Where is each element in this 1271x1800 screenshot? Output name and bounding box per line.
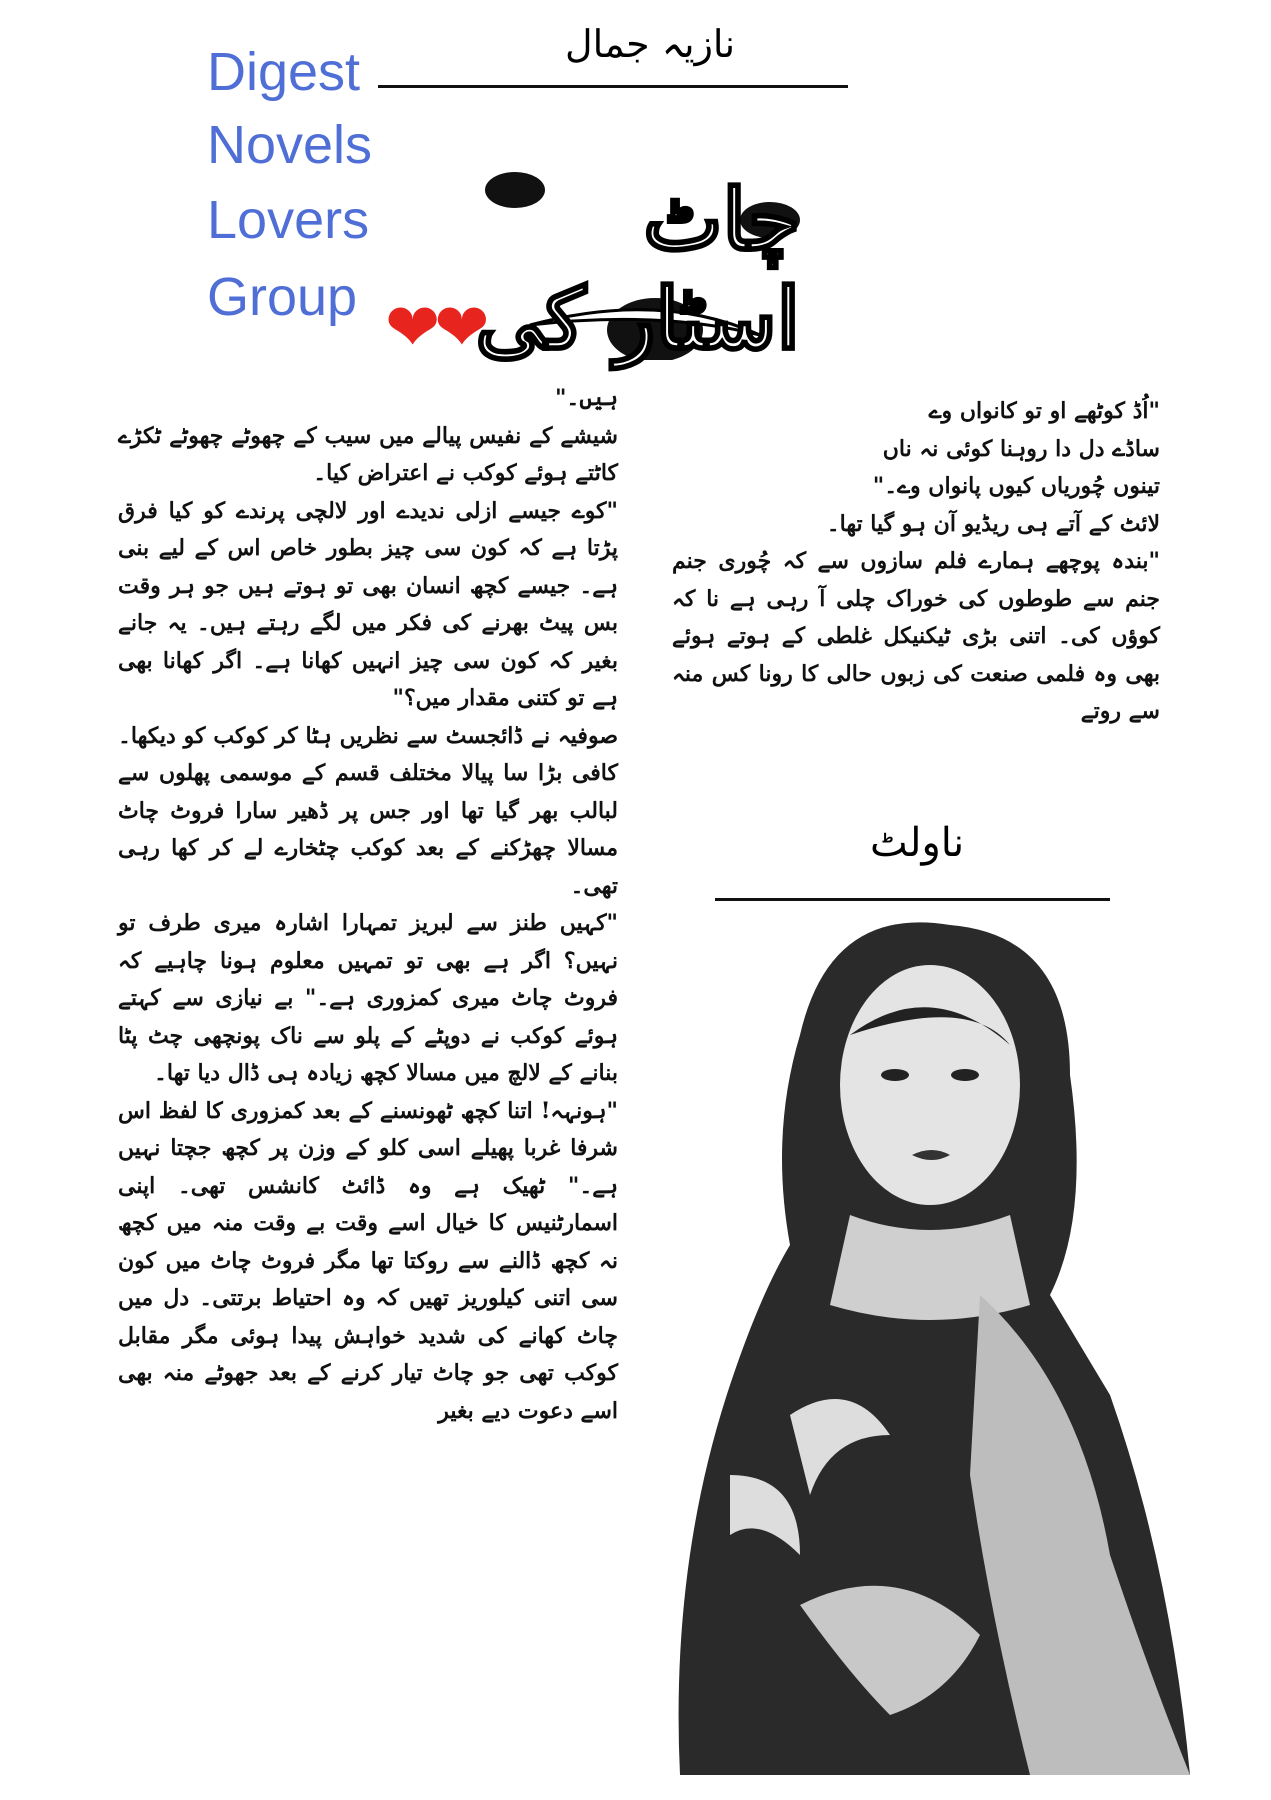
paragraph: "ہونہہ! اتنا کچھ ٹھونسنے کے بعد کمزوری کا لفظ اس شرفا غربا پھیلے اسی کلو کے وزن پر کچھ جچتا نہیں ہے۔" ٹھیک ہے وہ ڈائٹ کانشس تھی۔ اپنی اسمارٹنیس کا خیال اسے وقت بے وقت منہ میں کچھ نہ کچھ ڈالنے سے روکتا تھا مگر فروٹ چاٹ میں کون سی اتنی کیلوریز تھیں کہ وہ احتیاط برتتی۔ دل میں چاٹ کھانے کی شدید خواہش پیدا ہوئی مگر مقابل کوکب تھی جو چاٹ تیار کرنے کے بعد جھوٹے منہ بھی اسے دعوت دیے بغیر <box>118 1097 618 1424</box>
heart-icons: ❤❤ <box>385 289 484 366</box>
poem-line: "اُڈ کوٹھے او تو کانواں وے <box>928 398 1160 424</box>
poem-line: ساڈے دل دا روہنا کوئی نہ ناں <box>882 435 1160 462</box>
watermark-digest: Digest <box>207 42 361 102</box>
portrait-illustration <box>650 915 1200 1785</box>
watermark-novels: Novels <box>207 115 373 175</box>
story-title: چاٹ اسٹار کی <box>470 120 820 360</box>
header-rule <box>378 85 848 88</box>
author-name: نازیہ جمال <box>565 22 736 66</box>
watermark-lovers: Lovers <box>207 190 370 250</box>
paragraph: لائٹ کے آتے ہی ریڈیو آن ہو گیا تھا۔ <box>826 510 1160 537</box>
left-column <box>118 380 618 1430</box>
paragraph: شیشے کے نفیس پیالے میں سیب کے چھوٹے چھوٹے ٹکڑے کاٹتے ہوئے کوکب نے اعتراض کیا۔ <box>118 422 618 486</box>
paragraph: "بندہ پوچھے ہمارے فلم سازوں سے کہ چُوری جنم جنم سے طوطوں کی خوراک چلی آ رہی ہے نا کہ کوؤں کی۔ اتنی بڑی ٹیکنیکل غلطی کے ہوتے ہوئے بھی وہ فلمی صنعت کی زبوں حالی کا رونا کس منہ سے روتے <box>672 548 1160 724</box>
right-column <box>672 393 1160 731</box>
paragraph: "کوے جیسے ازلی ندیدے اور لالچی پرندے کو کیا فرق پڑتا ہے کہ کون سی چیز بطور خاص اس کے لیے بنی ہے۔ جیسے کچھ انسان بھی تو ہوتے ہیں جو ہر وقت بس پیٹ بھرنے کی فکر میں لگے رہتے ہیں۔ یہ جانے بغیر کہ کون سی چیز انہیں کھانا ہے۔ اگر کھانا بھی ہے تو کتنی مقدار میں؟" <box>118 497 618 711</box>
section-heading: ناولٹ <box>870 820 965 866</box>
paragraph: "کہیں طنز سے لبریز تمہارا اشارہ میری طرف تو نہیں؟ اگر ہے بھی تو تمہیں معلوم ہونا چاہیے کہ فروٹ چاٹ میری کمزوری ہے۔" بے نیازی سے کہتے ہوئے کوکب نے دوپٹے کے پلو سے ناک پونچھی چٹ پٹا بنانے کے لالچ میں مسالا کچھ زیادہ ہی ڈال دیا تھا۔ <box>118 910 618 1086</box>
watermark-group: Group <box>207 267 358 327</box>
paragraph: ہیں۔" <box>554 385 618 411</box>
poem-line: تینوں چُوریاں کیوں پانواں وے۔" <box>872 473 1160 499</box>
section-rule <box>715 898 1110 901</box>
paragraph: صوفیہ نے ڈائجسٹ سے نظریں ہٹا کر کوکب کو دیکھا۔ کافی بڑا سا پیالا مختلف قسم کے موسمی پھلوں سے لبالب بھر گیا تھا اور جس پر ڈھیر سارا فروٹ چاٹ مسالا چھڑکنے کے بعد کوکب چٹخارے لے کر کھا رہی تھی۔ <box>118 722 618 899</box>
